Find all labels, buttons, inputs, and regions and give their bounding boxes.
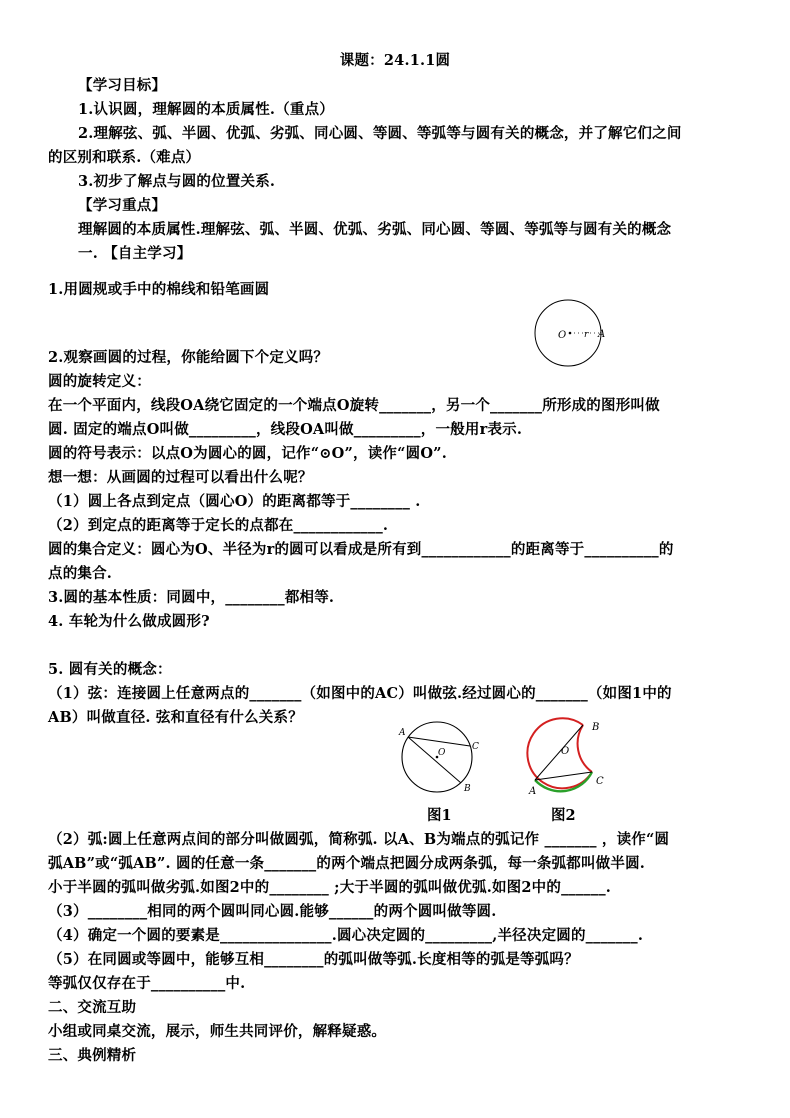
arc-line3: 小于半圆的弧叫做劣弧.如图2中的________ ;大于半圆的弧叫做优弧.如图2中的______.: [48, 879, 612, 896]
center-dot: [569, 332, 572, 335]
think-item-1: （1）圆上各点到定点（圆心O）的距离都等于________ .: [48, 493, 421, 510]
arc-line1: （2）弧:圆上任意两点间的部分叫做圆弧，简称弧. 以A、B为端点的弧记作 _______ ，读作“圆: [48, 831, 670, 848]
question-2: 2.观察画圆的过程，你能给圆下个定义吗？: [48, 349, 329, 366]
question-1: 1.用圆规或手中的棉线和铅笔画圆: [48, 281, 270, 298]
fig2-label-a: A: [529, 786, 537, 797]
page-title: 课题：24.1.1圆: [339, 52, 451, 69]
fig1-label-o: O: [438, 748, 446, 758]
rotation-def-label: 圆的旋转定义：: [48, 373, 151, 390]
label-a: A: [598, 329, 606, 340]
goal-2-line1: 2.理解弦、弧、半圆、优弧、劣弧、同心圆、等圆、等弧等与圆有关的概念，并了解它们之间: [78, 125, 682, 142]
fig1-label-a: A: [399, 728, 406, 738]
determine-line: （4）确定一个圆的要素是_______________.圆心决定圆的_________,半径决定圆的_______.: [48, 927, 644, 944]
diameter: [535, 725, 583, 780]
label-o: O: [558, 330, 567, 341]
chord: [535, 772, 592, 780]
think-prompt: 想一想：从画圆的过程可以看出什么呢？: [48, 469, 313, 486]
equal-arc-line1: （5）在同圆或等圆中，能够互相________的弧叫做等弧.长度相等的弧是等弧吗？: [48, 951, 579, 968]
concentric-line: （3）________相同的两个圆叫同心圆.能够______的两个圆叫做等圆.: [48, 903, 497, 920]
fig2-label-b: B: [592, 722, 600, 733]
chord-line1: （1）弦：连接圆上任意两点的_______（如图中的AC）叫做弦.经过圆心的_______（如图1中的: [48, 685, 672, 702]
fig1-label-c: C: [472, 742, 479, 752]
section-3-header: 三、典例精析: [48, 1047, 137, 1064]
rotation-def-line1: 在一个平面内，线段OA绕它固定的一个端点O旋转_______，另一个_______所形成的图形叫做: [48, 397, 660, 414]
chord-line2: AB）叫做直径. 弦和直径有什么关系？: [48, 709, 303, 726]
goal-2-line2: 的区别和联系.（难点）: [48, 149, 201, 166]
figure-1-caption: 图1: [427, 807, 452, 824]
fig2-label-o: O: [561, 746, 570, 757]
question-4: 4. 车轮为什么做成圆形?: [48, 613, 210, 630]
fig1-label-b: B: [464, 784, 471, 794]
fig2-label-c: C: [596, 776, 604, 787]
figure-1: [395, 718, 487, 798]
focus-text: 理解圆的本质属性.理解弦、弧、半圆、优弧、劣弧、同心圆、等圆、等弧等与圆有关的概念: [78, 221, 672, 238]
arc-line2: 弧AB”或“弧AB”. 圆的任意一条_______的两个端点把圆分成两条弧，每一条弧都叫做半圆.: [48, 855, 646, 872]
section-2-header: 二、交流互助: [48, 999, 137, 1016]
rotation-def-line2: 圆. 固定的端点O叫做_________，线段OA叫做_________，一般用r表示.: [48, 421, 523, 438]
think-item-2: （2）到定点的距离等于定长的点都在____________.: [48, 517, 389, 534]
goal-3: 3.初步了解点与圆的位置关系.: [78, 173, 276, 190]
set-def-line1: 圆的集合定义：圆心为O、半径为r的圆可以看成是所有到____________的距离等于__________的: [48, 541, 674, 558]
label-r: r: [584, 330, 589, 340]
question-3: 3.圆的基本性质：同圆中，________都相等.: [48, 589, 335, 606]
goals-header: 【学习目标】: [78, 77, 167, 94]
self-study-header: 一. 【自主学习】: [78, 245, 192, 262]
figure-2: [520, 718, 612, 798]
goal-1: 1.认识圆，理解圆的本质属性.（重点）: [78, 101, 334, 118]
focus-header: 【学习重点】: [78, 197, 167, 214]
symbol-notation: 圆的符号表示：以点O为圆心的圆，记作“⊙O”，读作“圆O”.: [48, 445, 447, 462]
set-def-line2: 点的集合.: [48, 565, 113, 582]
question-5: 5. 圆有关的概念：: [48, 661, 172, 678]
figure-2-caption: 图2: [551, 807, 576, 824]
major-arc-right: [578, 725, 592, 772]
section-2-text: 小组或同桌交流，展示，师生共同评价，解释疑惑。: [48, 1023, 387, 1040]
equal-arc-line2: 等弧仅仅存在于__________中.: [48, 975, 246, 992]
